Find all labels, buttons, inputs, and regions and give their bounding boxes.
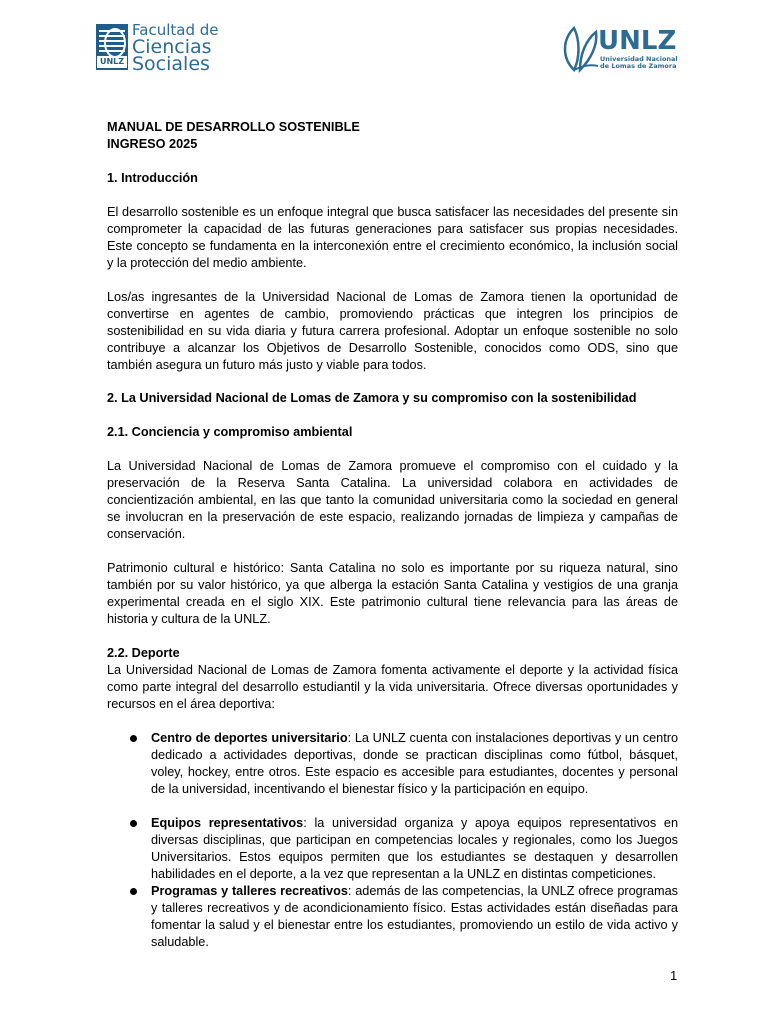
paragraph-intro-2: Los/as ingresantes de la Universidad Nacional de Lomas de Zamora tienen la oportunidad de convertirse en agentes de cambio, promoviendo prácticas que integren los principios de sostenibilidad en su vida diaria y futura carrera profesional. Adoptar un enfoque sostenible no solo contribuye a alcanzar los Objetivos de Desarrollo Sostenible, conocidos como ODS, sino que también asegura un futuro más justo y viable para todos. xyxy=(107,290,678,372)
document-subtitle: INGRESO 2025 xyxy=(107,137,198,151)
paragraph-intro-1: El desarrollo sostenible es un enfoque integral que busca satisfacer las necesidades del presente sin comprometer la capacidad de las futuras generaciones para satisfacer sus propias necesidades. Este concepto se fundamenta en la interconexión entre el crecimiento económico, la inclusión social y la protección del medio ambiente. xyxy=(107,205,678,270)
university-short-name: UNLZ xyxy=(598,26,677,56)
section-heading-2-2: 2.2. Deporte xyxy=(107,646,180,660)
section-heading-2: 2. La Universidad Nacional de Lomas de Zamora y su compromiso con la sostenibilidad xyxy=(107,391,637,405)
sports-list xyxy=(107,730,678,951)
paragraph-environment-2: Patrimonio cultural e histórico: Santa Catalina no solo es importante por su riqueza natural, sino también por su valor histórico, ya que alberga la estación Santa Catalina y vestigios de una granja experimental creada en el siglo XIX. Este patrimonio cultural tiene relevancia para las áreas de historia y cultura de la UNLZ. xyxy=(107,561,678,626)
faculty-emblem-text: UNLZ xyxy=(97,56,127,68)
paragraph-environment-1: La Universidad Nacional de Lomas de Zamora promueve el compromiso con el cuidado y la preservación de la Reserva Santa Catalina. La universidad colabora en actividades de concientización ambiental, en las que tanto la comunidad universitaria como la sociedad en general se involucran en la preservación de este espacio, realizando jornadas de limpieza y campañas de conservación. xyxy=(107,459,678,541)
bullet-icon xyxy=(130,888,137,895)
list-item xyxy=(107,883,678,951)
list-item-text: : además de las competencias, la UNLZ ofrece programas y talleres recreativos y de acondicionamiento físico. Estas actividades están diseñadas para fomentar la salud y el bienestar entre los estudiantes, promoviendo un estilo de vida activo y saludable. xyxy=(151,884,678,949)
faculty-name-line2: Ciencias xyxy=(132,36,212,58)
leaf-icon xyxy=(560,24,600,74)
page-number: 1 xyxy=(670,968,678,983)
university-name-line1: Universidad Nacional xyxy=(600,55,678,63)
faculty-logo xyxy=(96,21,226,75)
list-item xyxy=(107,815,678,883)
faculty-name-line1: Facultad de xyxy=(132,21,219,39)
university-logo xyxy=(560,24,680,74)
document-body xyxy=(107,119,678,951)
document-title: MANUAL DE DESARROLLO SOSTENIBLE xyxy=(107,120,360,134)
section-heading-1: 1. Introducción xyxy=(107,171,198,185)
bullet-icon xyxy=(130,820,137,827)
university-name-line2: de Lomas de Zamora xyxy=(600,62,677,70)
list-item-label: Centro de deportes universitario xyxy=(151,731,348,745)
list-item-text: : la universidad organiza y apoya equipos representativos en diversas disciplinas, que participan en competencias locales y regionales, como los Juegos Universitarios. Estos equipos permiten que los estudiantes se destaquen y desarrollen habilidades en el deporte, a la vez que representan a la UNLZ en distintas competiciones. xyxy=(151,816,679,881)
university-full-name xyxy=(600,56,680,70)
bullet-icon xyxy=(130,735,137,742)
list-item-label: Equipos representativos xyxy=(151,816,304,830)
list-item-text: : La UNLZ cuenta con instalaciones deportivas y un centro dedicado a actividades deportivas, donde se practican disciplinas como fútbol, básquet, voley, hockey, entre otros. Este espacio es accesible para estudiantes, docentes y personal de la universidad, incentivando el bienestar físico y la participación en equipo. xyxy=(151,731,678,796)
faculty-name xyxy=(132,22,242,73)
list-item-label: Programas y talleres recreativos xyxy=(151,884,348,898)
list-item xyxy=(107,730,678,798)
section-heading-2-1: 2.1. Conciencia y compromiso ambiental xyxy=(107,425,353,439)
faculty-name-line3: Sociales xyxy=(132,53,210,75)
paragraph-sports: La Universidad Nacional de Lomas de Zamora fomenta activamente el deporte y la actividad física como parte integral del desarrollo estudiantil y la vida universitaria. Ofrece diversas oportunidades y recursos en el área deportiva: xyxy=(107,663,678,711)
faculty-emblem-icon xyxy=(96,24,128,70)
